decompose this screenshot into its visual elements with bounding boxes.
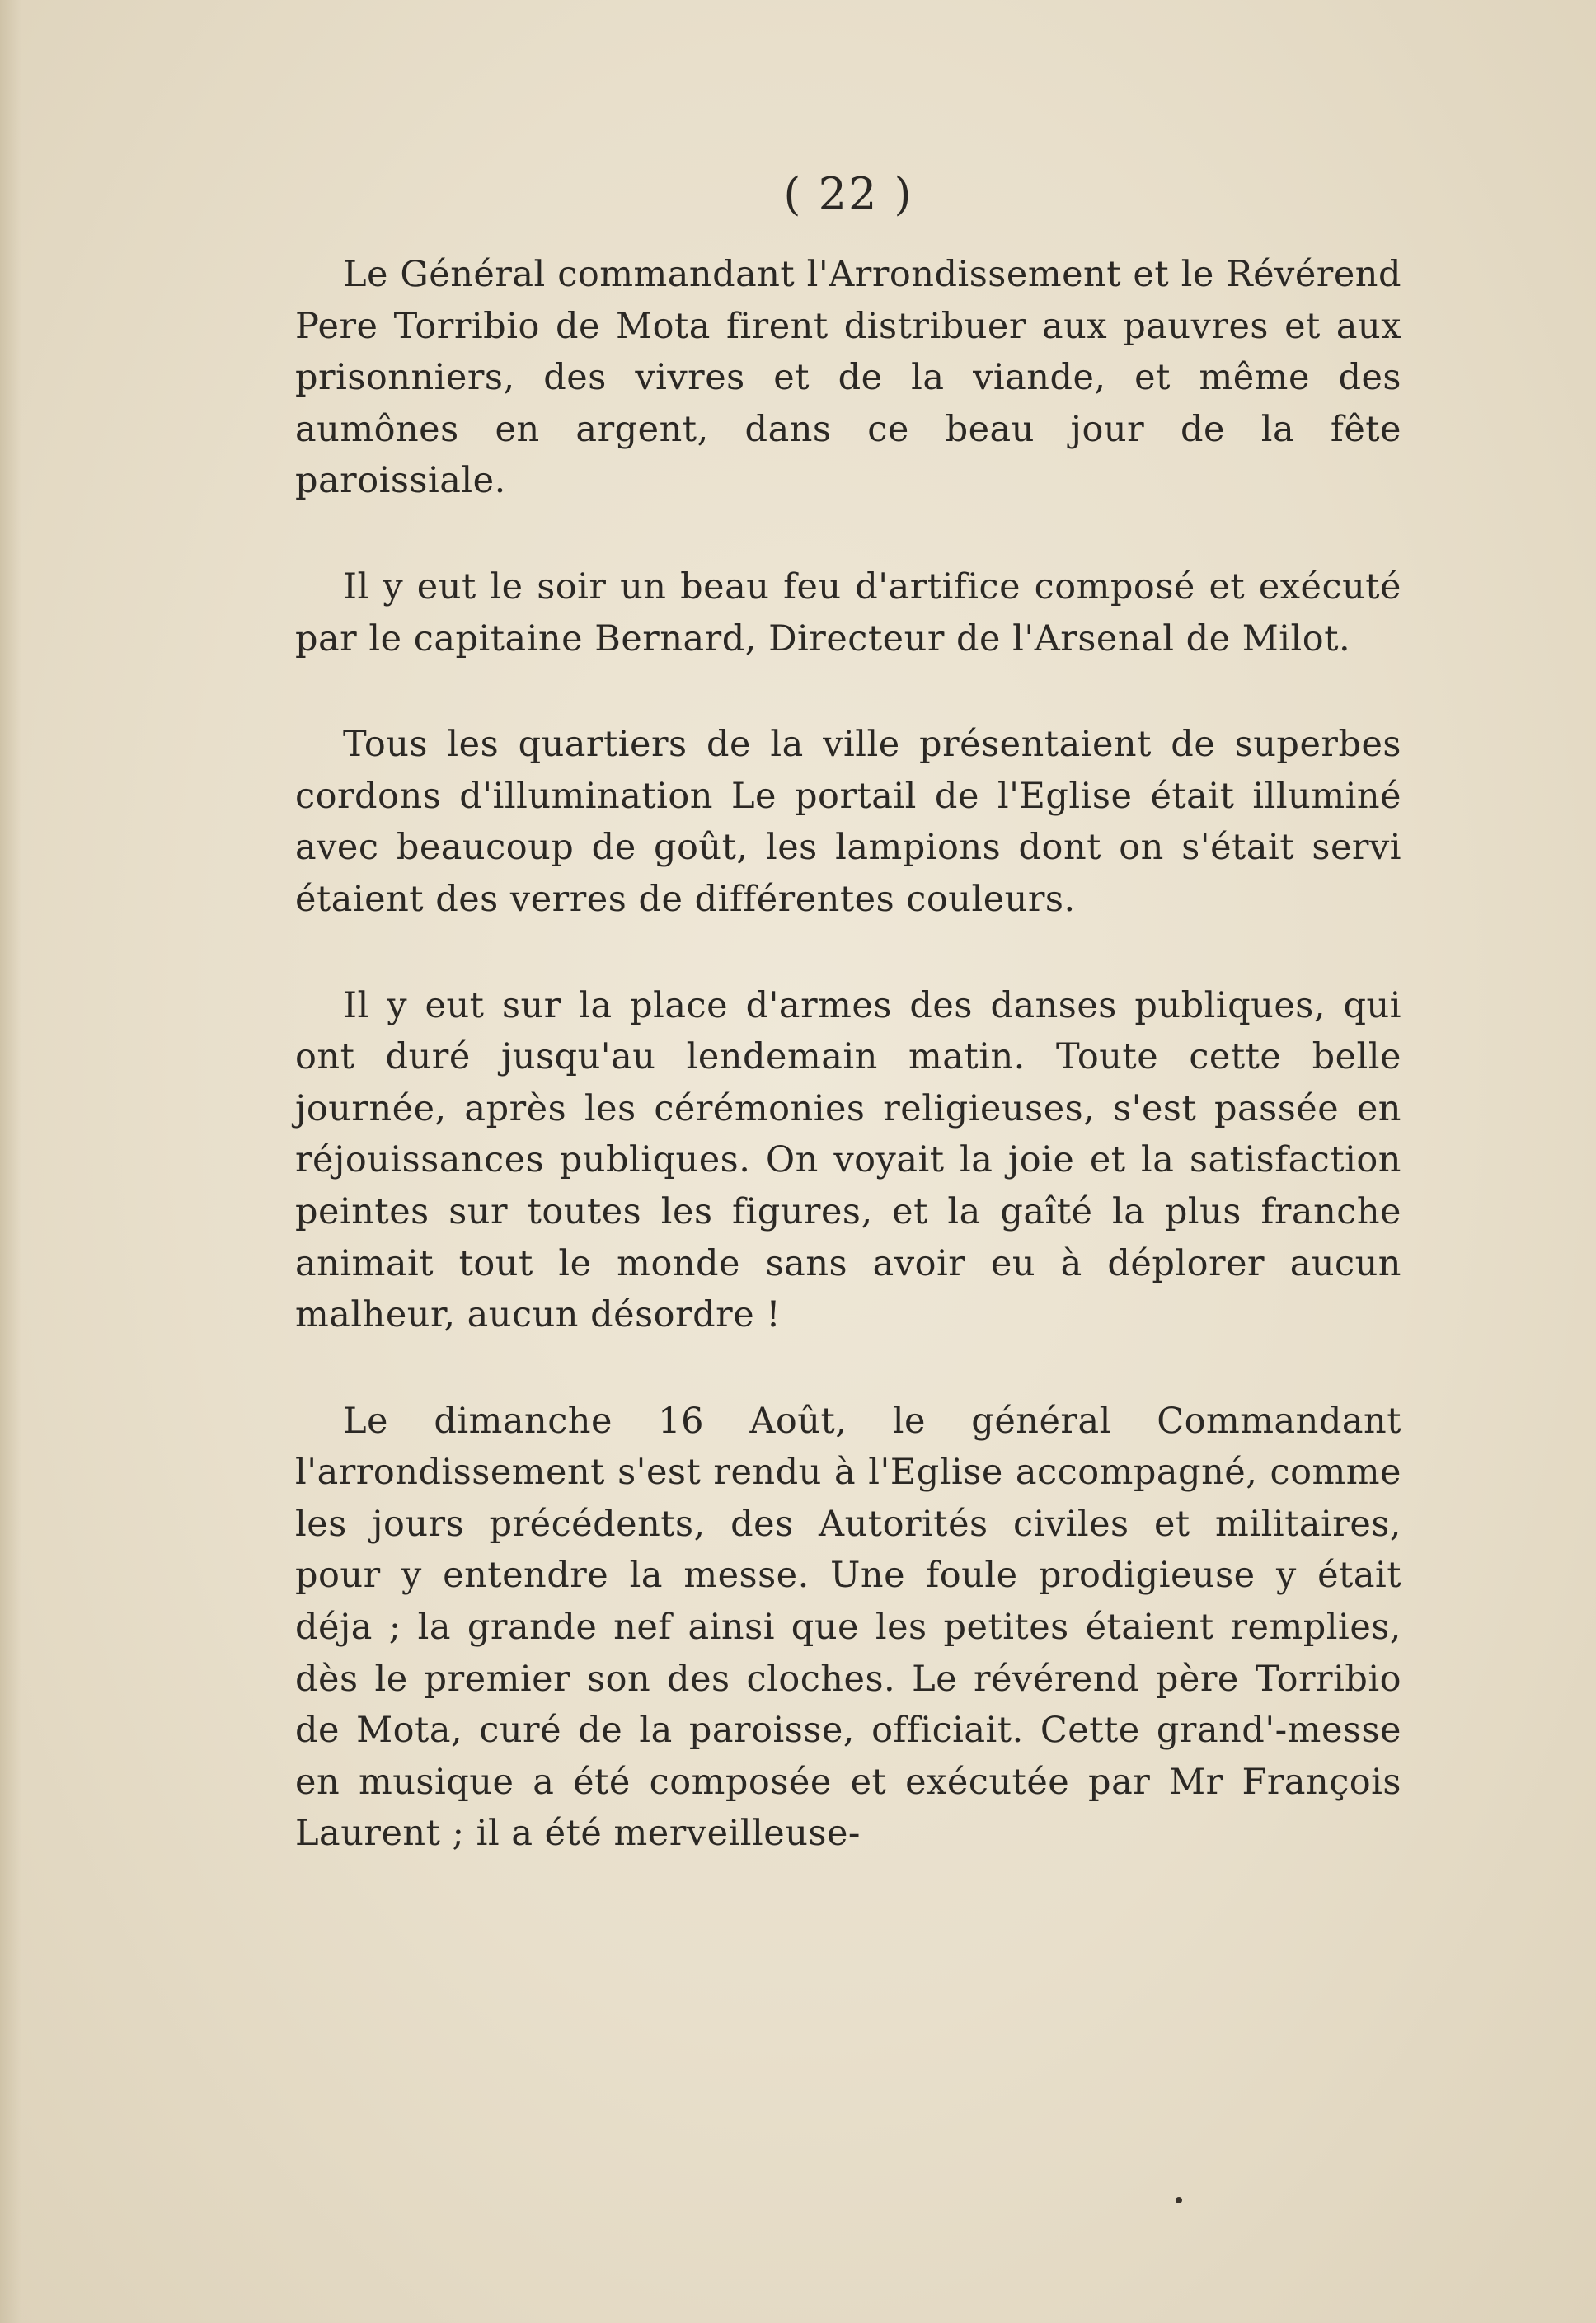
paragraph-dances: Il y eut sur la place d'armes des danses publiques, qui ont duré jusqu'au lendemain matin. Toute cette belle journée, après les cérémonies religieuses, s'est passée en réjouissances publiques. On voyait la joie et la satisfaction peintes sur toutes les figures, et la gaîté la plus franche animait tout le monde sans avoir eu à déplorer aucun malheur, aucun désordre ! xyxy=(295,984,1401,1336)
paragraph-gap xyxy=(295,1341,1401,1396)
text-body xyxy=(295,168,1401,1860)
paragraph-gap xyxy=(295,507,1401,561)
paragraph-illumination: Tous les quartiers de la ville présentaient de superbes cordons d'illumination Le portail de l'Eglise était illuminé avec beaucoup de goût, les lampions dont on s'était servi étaient des verres de différentes couleurs. xyxy=(295,724,1401,920)
paragraph-gap xyxy=(295,664,1401,719)
paragraph-distribution: Le Général commandant l'Arrondissement et le Révérend Pere Torribio de Mota firent distribuer aux pauvres et aux prisonniers, des vivres et de la viande, et même des aumônes en argent, dans ce beau jour de la fête paroissiale. xyxy=(295,254,1401,502)
paragraph-gap xyxy=(295,926,1401,980)
ink-speck xyxy=(1176,2197,1182,2203)
paragraph-sunday-mass: Le dimanche 16 Août, le général Commandant l'arrondissement s'est rendu à l'Eglise accompagné, comme les jours précédents, des Autorités civiles et militaires, pour y entendre la messe. Une foule prodigieuse y était déja ; la grande nef ainsi que les petites étaient remplies, dès le premier son des cloches. Le révérend père Torribio de Mota, curé de la paroisse, officiait. Cette grand'-messe en musique a été composée et exécutée par Mr François Laurent ; il a été merveilleuse- xyxy=(295,1400,1401,1855)
paragraph-fireworks: Il y eut le soir un beau feu d'artifice composé et exécuté par le capitaine Bernard, Directeur de l'Arsenal de Milot. xyxy=(295,565,1401,659)
page-number: ( 22 ) xyxy=(783,168,913,220)
page-edge-shadow xyxy=(0,0,21,2323)
